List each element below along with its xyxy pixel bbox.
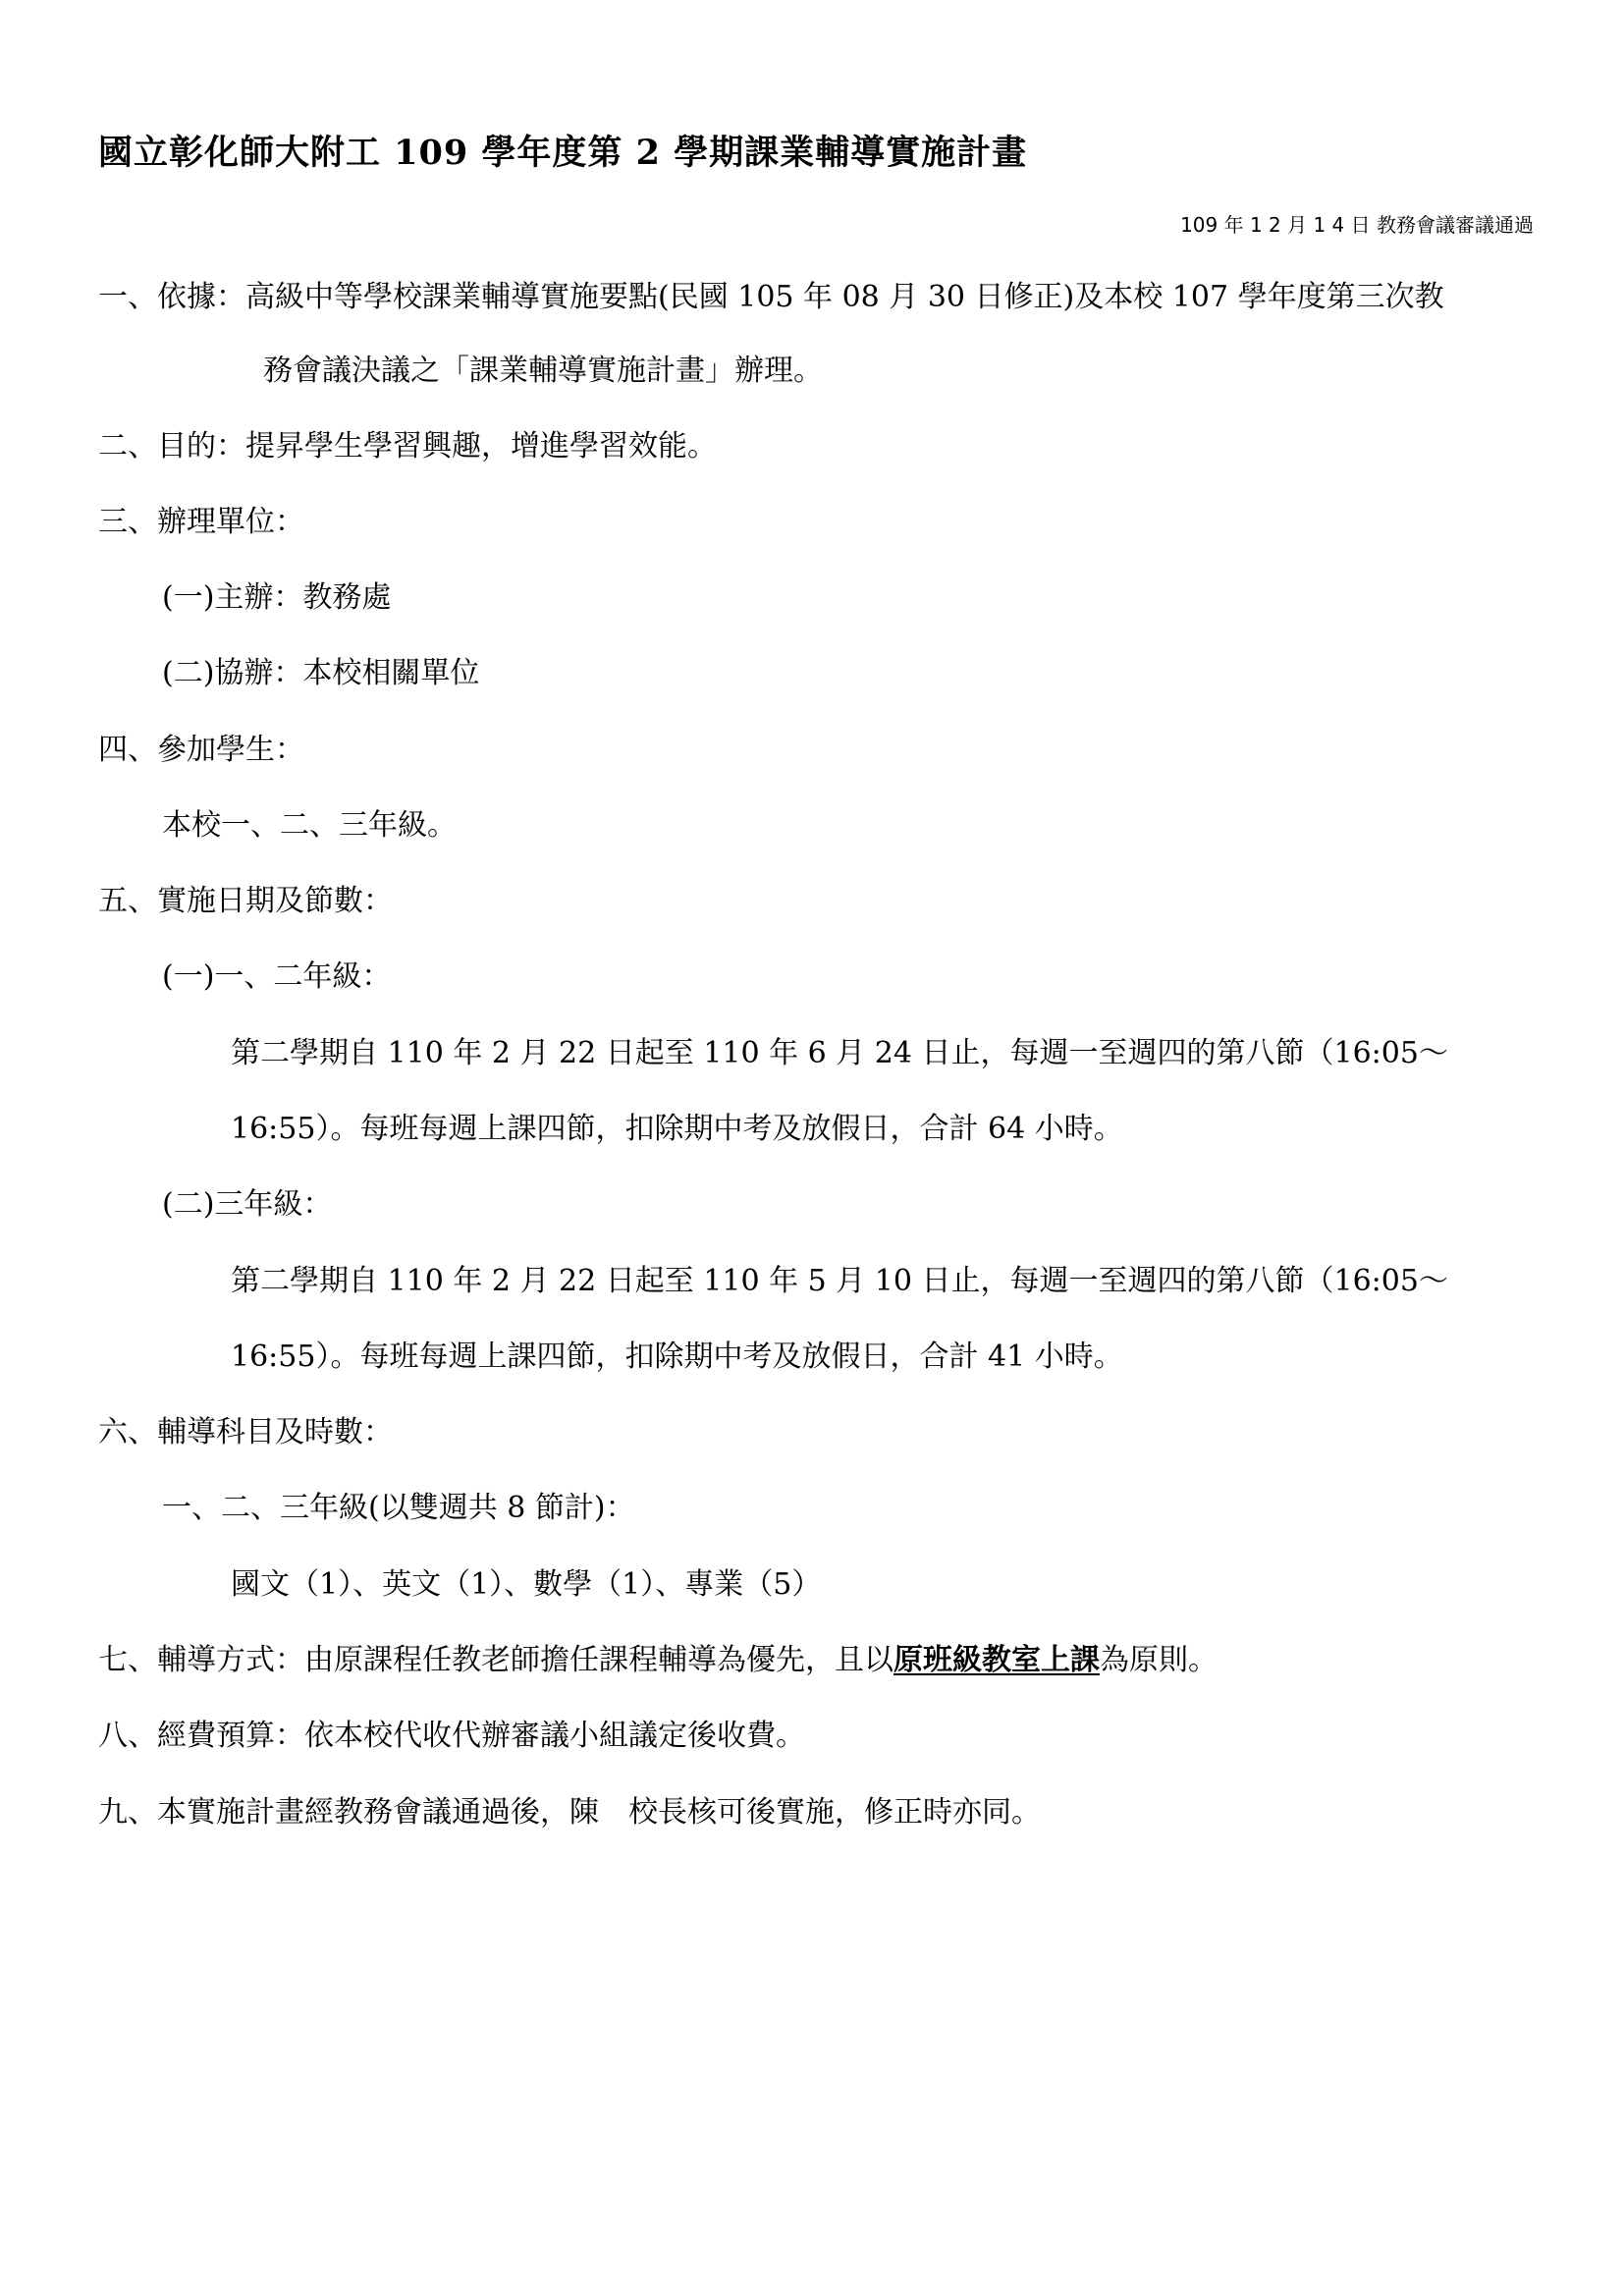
- section-7-prefix: 七、輔導方式：由原課程任教老師擔任課程輔導為優先，且以: [98, 1643, 893, 1677]
- section-4-heading: 四、參加學生：: [98, 733, 304, 767]
- section-5-sub-1-line-1: 第二學期自 110 年 2 月 22 日起至 110 年 6 月 24 日止，每週一至週四的第八節（16:05～: [231, 1036, 1448, 1070]
- approval-note: 109 年 1 2 月 1 4 日 教務會議審議通過: [1180, 213, 1534, 237]
- document-title: 國立彰化師大附工 109 學年度第 2 學期課業輔導實施計畫: [98, 133, 1028, 173]
- section-5-heading: 五、實施日期及節數：: [98, 884, 393, 918]
- section-6-sub-heading: 一、二、三年級(以雙週共 8 節計)：: [162, 1491, 635, 1525]
- section-6-heading: 六、輔導科目及時數：: [98, 1415, 393, 1449]
- section-5-sub-2-line-2: 16:55）。每班每週上課四節，扣除期中考及放假日，合計 41 小時。: [231, 1339, 1123, 1374]
- section-5-sub-1-heading: (一)一、二年級：: [162, 959, 392, 994]
- section-7: [98, 1641, 1218, 1680]
- section-6-subjects: 國文（1）、英文（1）、數學（1）、專業（5）: [231, 1567, 822, 1602]
- section-5-sub-2-heading: (二)三年級：: [162, 1187, 333, 1222]
- section-5-sub-2-line-1: 第二學期自 110 年 2 月 22 日起至 110 年 5 月 10 日止，每週一至週四的第八節（16:05～: [231, 1264, 1448, 1298]
- section-3-heading: 三、辦理單位：: [98, 505, 304, 539]
- section-1-line-1: [98, 278, 1534, 317]
- section-8: 八、經費預算：依本校代收代辦審議小組議定後收費。: [98, 1719, 805, 1753]
- section-3-item-2: (二)協辦：本校相關單位: [162, 656, 480, 690]
- section-3-item-1: (一)主辦：教務處: [162, 580, 392, 615]
- section-7-suffix: 為原則。: [1100, 1643, 1218, 1677]
- section-9: 九、本實施計畫經教務會議通過後，陳 校長核可後實施，修正時亦同。: [98, 1795, 1041, 1830]
- section-1-line-2: 務會議決議之「課業輔導實施計畫」辦理。: [263, 354, 823, 388]
- section-1-text: 一、依據：高級中等學校課業輔導實施要點(民國 105 年 08 月 30 日修正)及本校 107 學年度第三次教: [98, 280, 1444, 314]
- section-7-emphasis: 原班級教室上課: [893, 1643, 1100, 1677]
- section-4-body: 本校一、二、三年級。: [162, 808, 457, 843]
- section-5-sub-1-line-2: 16:55）。每班每週上課四節，扣除期中考及放假日，合計 64 小時。: [231, 1112, 1123, 1146]
- section-2: 二、目的：提昇學生學習興趣，增進學習效能。: [98, 429, 717, 464]
